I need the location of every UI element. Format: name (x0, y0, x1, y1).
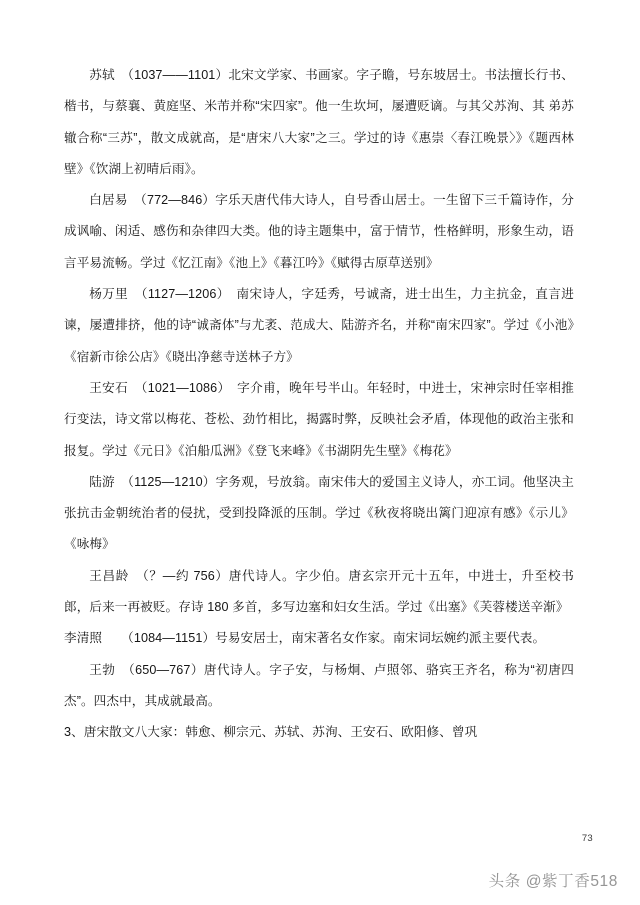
document-text-column (64, 60, 574, 749)
paragraph-yang-wanli: 杨万里 （1127—1206） 南宋诗人，字廷秀，号诚斋，进士出生，力主抗金，直言进谏，屡遭排挤，他的诗“诚斋体”与尤袤、范成大、陆游齐名，并称“南宋四家”。学过《小池》《宿新市徐公店》《晓出净慈寺送林子方》 (64, 287, 574, 364)
paragraph-su-shi: 苏轼 （1037——1101）北宋文学家、书画家。字子瞻，号东坡居士。书法擅长行书、楷书，与蔡襄、黄庭坚、米芾并称“宋四家”。他一生坎坷，屡遭贬谪。与其父苏洵、其 弟苏辙合称“三苏”，散文成就高，是“唐宋八大家”之三。学过的诗《惠崇〈春江晚景〉》《题西林壁》《饮湖上初晴后雨》。 (64, 68, 574, 176)
paragraph-wang-anshi: 王安石 （1021—1086） 字介甫，晚年号半山。年轻时，中进士，宋神宗时任宰相推行变法，诗文常以梅花、苍松、劲竹相比，揭露时弊，反映社会矛盾，体现他的政治主张和报复。学过《元日》《泊船瓜洲》《登飞来峰》《书湖阴先生壁》《梅花》 (64, 380, 574, 458)
watermark: 头条 @紫丁香518 (488, 873, 618, 890)
page-number: 73 (581, 833, 593, 844)
paragraph-bai-juyi: 白居易 （772—846）字乐天唐代伟大诗人，自号香山居士。一生留下三千篇诗作，分成讽喻、闲适、感伤和杂律四大类。他的诗主题集中，富于情节，性格鲜明，形象生动，语言平易流畅。学过《忆江南》《池上》《暮江吟》《赋得古原草送别》 (64, 193, 574, 270)
paragraph-tang-song-eight-masters: 3、唐宋散文八大家：韩愈、柳宗元、苏轼、苏洵、王安石、欧阳修、曾巩 (64, 725, 478, 740)
paragraph-lu-you: 陆游 （1125—1210）字务观，号放翁。南宋伟大的爱国主义诗人，亦工词。他坚决主张抗击金朝统治者的侵扰，受到投降派的压制。学过《秋夜将晓出篱门迎凉有感》《示儿》《咏梅》 (64, 474, 574, 552)
paragraph-wang-changling: 王昌龄 （？—约 756）唐代诗人。字少伯。唐玄宗开元十五年，中进士，升至校书郎，后来一再被贬。存诗 180 多首，多写边塞和妇女生活。学过《出塞》《芙蓉楼送辛渐》 (64, 568, 574, 615)
paragraph-wang-bo: 王勃 （650—767）唐代诗人。字子安，与杨炯、卢照邻、骆宾王齐名，称为“初唐四杰”。四杰中，其成就最高。 (64, 662, 574, 708)
paragraph-li-qingzhao: 李清照 （1084—1151）号易安居士，南宋著名女作家。南宋词坛婉约派主要代表。 (64, 631, 546, 646)
